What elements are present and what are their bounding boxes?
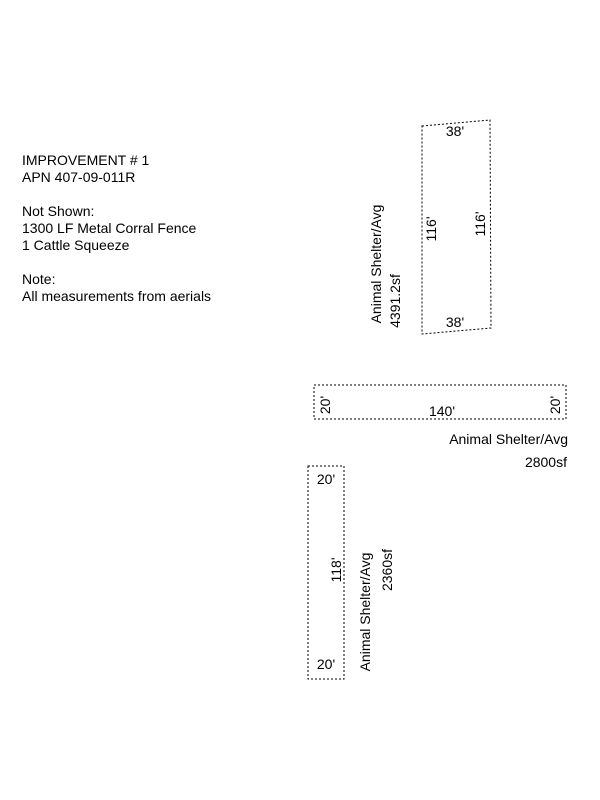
structure-2 <box>314 385 568 470</box>
apn-number: APN 407-09-011R <box>22 169 136 185</box>
improvement-title: IMPROVEMENT # 1 <box>22 152 150 168</box>
structure-2-length-dim: 140' <box>428 403 456 419</box>
structure-2-area: 2800sf <box>524 454 567 470</box>
structure-3-top-dim: 20' <box>316 471 336 487</box>
structure-1-right-dim: 116' <box>472 211 488 237</box>
not-shown-heading: Not Shown: <box>22 203 95 219</box>
structure-2-label: Animal Shelter/Avg <box>449 431 568 447</box>
note-heading: Note: <box>22 271 56 287</box>
structure-3-bottom-dim: 20' <box>316 656 336 672</box>
structure-1-left-dim: 116' <box>423 216 439 242</box>
note-text: All measurements from aerials <box>22 288 212 304</box>
structure-1-bottom-dim: 38' <box>445 314 465 330</box>
structure-1 <box>368 120 491 334</box>
structure-3-label: Animal Shelter/Avg <box>357 552 373 672</box>
not-shown-item: 1300 LF Metal Corral Fence <box>22 220 197 236</box>
structure-2-left-dim: 20' <box>317 395 333 415</box>
structure-1-label: Animal Shelter/Avg <box>368 204 384 324</box>
structure-3-length-dim: 118' <box>328 557 344 583</box>
not-shown-item: 1 Cattle Squeeze <box>22 237 130 253</box>
structure-1-area: 4391.2sf <box>387 274 403 328</box>
structure-1-top-dim: 38' <box>445 123 465 139</box>
structure-3-area: 2360sf <box>379 548 395 592</box>
structure-2-right-dim: 20' <box>547 395 563 415</box>
structure-3 <box>308 466 395 679</box>
